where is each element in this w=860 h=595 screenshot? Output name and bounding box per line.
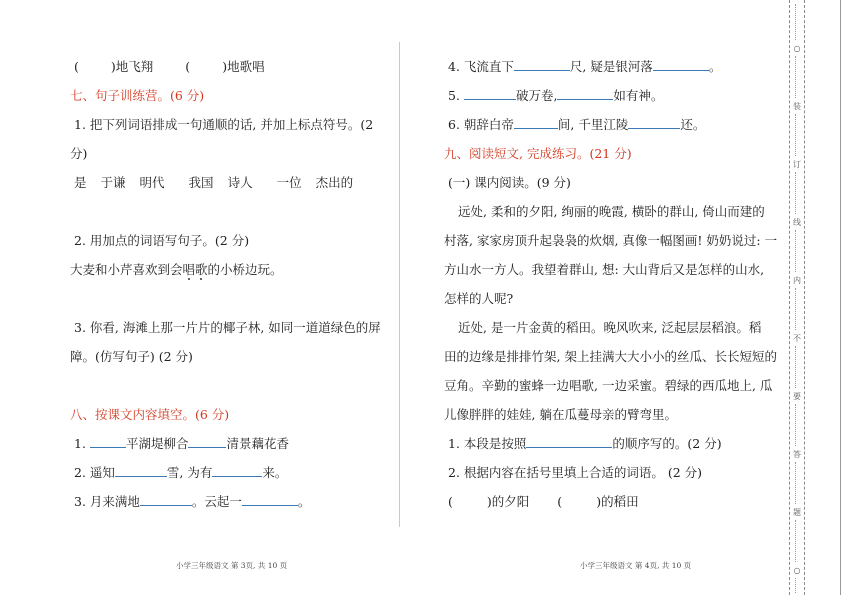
paragraph-line: 村落, 家家房顶升起袅袅的炊烟, 真像一幅图画! 奶奶说过: 一 (444, 233, 778, 248)
binding-line-strip (789, 0, 805, 595)
word-list (70, 168, 388, 197)
paren-blank[interactable]: ( ) (185, 59, 228, 74)
paragraph-line: 豆角。辛勤的蜜蜂一边唱歌, 一边采蜜。碧绿的西瓜地上, 瓜 (444, 378, 773, 393)
fill-blank[interactable] (557, 85, 613, 100)
paren-blank[interactable]: ( ) (74, 59, 116, 74)
right-column (444, 52, 778, 516)
paragraph-line: 方山水一方人。我望着群山, 想: 大山背后又是怎样的山水, (444, 262, 765, 277)
word: 杰出的 (315, 175, 354, 190)
answer-space[interactable] (70, 197, 388, 226)
fill-6: 6. 朝辞白帝 间, 千里江陵 还。 (444, 110, 762, 139)
word: 一位 (276, 175, 302, 190)
left-column (70, 52, 388, 516)
section-9-heading: 九、阅读短文, 完成练习。(21 分) (444, 146, 632, 161)
fill-1: 1. 平湖堤柳合 清景藕花香 (70, 429, 388, 458)
paragraph-line: 田的边缘是排排竹架, 架上挂满大大小小的丝瓜、长长短短的 (444, 349, 777, 364)
binding-mark: 题 (793, 508, 801, 517)
binding-mark: 答 (793, 450, 801, 459)
fill-blank[interactable] (653, 56, 709, 71)
column-divider (399, 42, 400, 527)
question-7-2: 2. 用加点的词语写句子。(2 分) (74, 233, 250, 248)
paragraph-line: 儿像胖胖的娃娃, 躺在瓜蔓母亲的臂弯里。 (444, 407, 677, 422)
paragraph-line: 怎样的人呢? (444, 291, 514, 306)
footer-page-3: 小学三年级语文 第 3页, 共 10 页 (176, 561, 288, 570)
word: 是 (74, 175, 87, 190)
fill-3: 3. 月来满地 。云起一 。 (70, 487, 388, 516)
word: 明代 (139, 175, 165, 190)
fill-4: 4. 飞流直下 尺, 疑是银河落 。 (444, 52, 762, 81)
page-edge-line (840, 0, 841, 595)
dotted-char: 唱 (182, 262, 196, 277)
fill-blank[interactable] (514, 56, 570, 71)
q-l1: ( )地飞翔 ( )地歌唱 (74, 59, 265, 74)
binding-mark: 线 (793, 218, 801, 227)
fill-blank[interactable] (188, 433, 226, 448)
fill-blank[interactable] (526, 433, 612, 448)
binding-mark: ○ (793, 44, 801, 53)
reading-question-2-blanks: ( )的夕阳 ( )的稻田 (448, 494, 639, 509)
footer-page-4: 小学三年级语文 第 4页, 共 10 页 (580, 561, 692, 570)
section-8-heading: 八、按课文内容填空。(6 分) (70, 407, 230, 422)
fill-5: 5. 破万卷, 如有神。 (444, 81, 762, 110)
answer-space[interactable] (70, 284, 388, 313)
fill-blank[interactable] (115, 462, 167, 477)
fill-2: 2. 遥知 雪, 为有 来。 (70, 458, 388, 487)
subsection-heading: (一) 课内阅读。(9 分) (448, 175, 571, 190)
word: 于谦 (100, 175, 126, 190)
fill-blank[interactable] (212, 462, 262, 477)
dotted-char: 歌 (195, 262, 208, 277)
binding-mark: 订 (793, 160, 801, 169)
paren-blank[interactable]: ( ) (448, 494, 492, 509)
binding-mark: 要 (793, 392, 801, 401)
question-7-3-cont: 障。(仿写句子) (2 分) (70, 349, 193, 364)
binding-mark: 装 (793, 102, 801, 111)
question-7-3: 3. 你看, 海滩上那一片片的椰子林, 如同一道道绿色的屏 (74, 320, 381, 335)
reading-question-1: 1. 本段是按照 的顺序写的。(2 分) (444, 429, 762, 458)
fill-blank[interactable] (514, 114, 558, 129)
section-7-heading: 七、句子训练营。(6 分) (70, 88, 205, 103)
binding-mark: ○ (793, 566, 801, 575)
paragraph-line: 近处, 是一片金黄的稻田。晚风吹来, 泛起层层稻浪。稻 (458, 320, 762, 335)
paragraph-line: 远处, 柔和的夕阳, 绚丽的晚霞, 横卧的群山, 倚山而建的 (458, 204, 765, 219)
fill-blank[interactable] (90, 433, 126, 448)
binding-mark: 不 (793, 334, 801, 343)
fill-blank[interactable] (628, 114, 680, 129)
reading-question-2: 2. 根据内容在括号里填上合适的词语。 (2 分) (448, 465, 703, 480)
fill-blank[interactable] (242, 491, 298, 506)
paren-blank[interactable]: ( ) (557, 494, 602, 509)
binding-mark: 内 (793, 276, 801, 285)
answer-space[interactable] (70, 371, 388, 400)
example-sentence: 大麦和小芹喜欢到会唱歌的小桥边玩。 (70, 262, 283, 277)
fill-blank[interactable] (464, 85, 516, 100)
word: 诗人 (227, 175, 253, 190)
word: 我国 (188, 175, 214, 190)
question-7-1-cont: 分) (70, 146, 88, 161)
fill-blank[interactable] (140, 491, 192, 506)
question-7-1: 1. 把下列词语排成一句通顺的话, 并加上标点符号。(2 (74, 117, 374, 132)
